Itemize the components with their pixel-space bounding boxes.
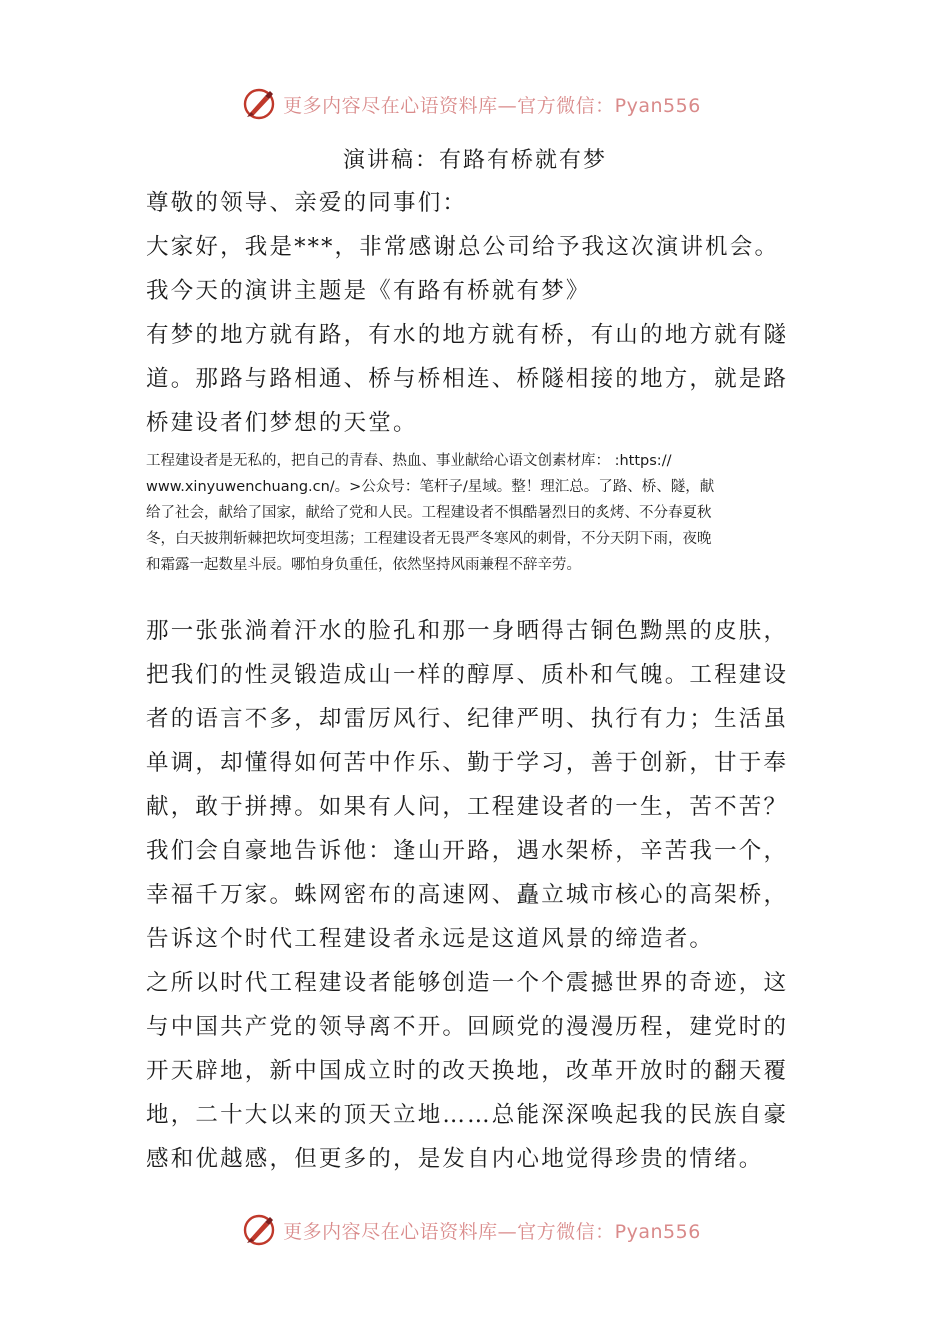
pen-logo-icon xyxy=(241,86,277,122)
body-line: 我们会自豪地告诉他：逢山开路，遇水架桥，辛苦我一个， xyxy=(146,838,789,864)
main-paragraphs xyxy=(146,609,808,1181)
body-line: 那一张张淌着汗水的脸孔和那一身晒得古铜色黝黑的皮肤， xyxy=(146,618,789,644)
body-line: 有梦的地方就有路，有水的地方就有桥，有山的地方就有隧 xyxy=(146,322,789,348)
inserted-small-paragraph xyxy=(146,448,810,578)
body-line: 大家好，我是***，非常感谢总公司给予我这次演讲机会。 xyxy=(146,234,780,260)
intro-paragraphs xyxy=(146,181,808,445)
small-text-line: www.xinyuwenchuang.cn/。>公众号：笔杆子/星域。整！理汇总。了路、桥、隧，献 xyxy=(146,479,715,495)
small-text-line: 和霜露一起数星斗辰。哪怕身负重任，依然坚持风雨兼程不辞辛劳。 xyxy=(146,557,581,573)
body-line: 道。那路与路相通、桥与桥相连、桥隧相接的地方，就是路 xyxy=(146,366,789,392)
header-banner xyxy=(0,84,950,124)
small-text-line: 冬，白天披荆斩棘把坎坷变坦荡；工程建设者无畏严冬寒风的刺骨，不分天阴下雨，夜晚 xyxy=(146,531,712,547)
document-title: 演讲稿：有路有桥就有梦 xyxy=(342,148,607,173)
body-line: 者的语言不多，却雷厉风行、纪律严明、执行有力；生活虽 xyxy=(146,706,789,732)
banner-text: 更多内容尽在心语资料库—官方微信：Pyan556 xyxy=(283,94,701,117)
body-line: 把我们的性灵锻造成山一样的醇厚、质朴和气魄。工程建设 xyxy=(146,662,789,688)
banner-wechat-id: Pyan556 xyxy=(614,1220,701,1243)
body-line: 献，敢于拼搏。如果有人问，工程建设者的一生，苦不苦？ xyxy=(146,794,789,820)
banner-content xyxy=(241,1212,701,1248)
body-line: 幸福千万家。蛛网密布的高速网、矗立城市核心的高架桥， xyxy=(146,882,789,908)
body-line: 开天辟地，新中国成立时的改天换地，改革开放时的翻天覆 xyxy=(146,1058,789,1084)
body-line: 我今天的演讲主题是《有路有桥就有梦》 xyxy=(146,278,591,304)
body-line: 感和优越感，但更多的，是发自内心地觉得珍贵的情绪。 xyxy=(146,1146,764,1172)
salutation-line: 尊敬的领导、亲爱的同事们： xyxy=(146,190,468,216)
body-line: 与中国共产党的领导离不开。回顾党的漫漫历程，建党时的 xyxy=(146,1014,789,1040)
banner-text: 更多内容尽在心语资料库—官方微信：Pyan556 xyxy=(283,1220,701,1243)
banner-wechat-id: Pyan556 xyxy=(614,94,701,117)
banner-content xyxy=(241,86,701,122)
small-text-line: 工程建设者是无私的，把自己的青春、热血、事业献给心语文创素材库： :https:// xyxy=(146,453,672,469)
body-line: 告诉这个时代工程建设者永远是这道风景的缔造者。 xyxy=(146,926,715,952)
pen-logo-icon xyxy=(241,1212,277,1248)
body-line: 地，二十大以来的顶天立地……总能深深唤起我的民族自豪 xyxy=(146,1102,789,1128)
footer-banner xyxy=(0,1210,950,1250)
body-line: 之所以时代工程建设者能够创造一个个震撼世界的奇迹，这 xyxy=(146,970,789,996)
small-text-line: 给了社会，献给了国家，献给了党和人民。工程建设者不惧酷暑烈日的炙烤、不分春夏秋 xyxy=(146,505,712,521)
body-line: 单调，却懂得如何苦中作乐、勤于学习，善于创新，甘于奉 xyxy=(146,750,789,776)
body-line: 桥建设者们梦想的天堂。 xyxy=(146,410,418,436)
